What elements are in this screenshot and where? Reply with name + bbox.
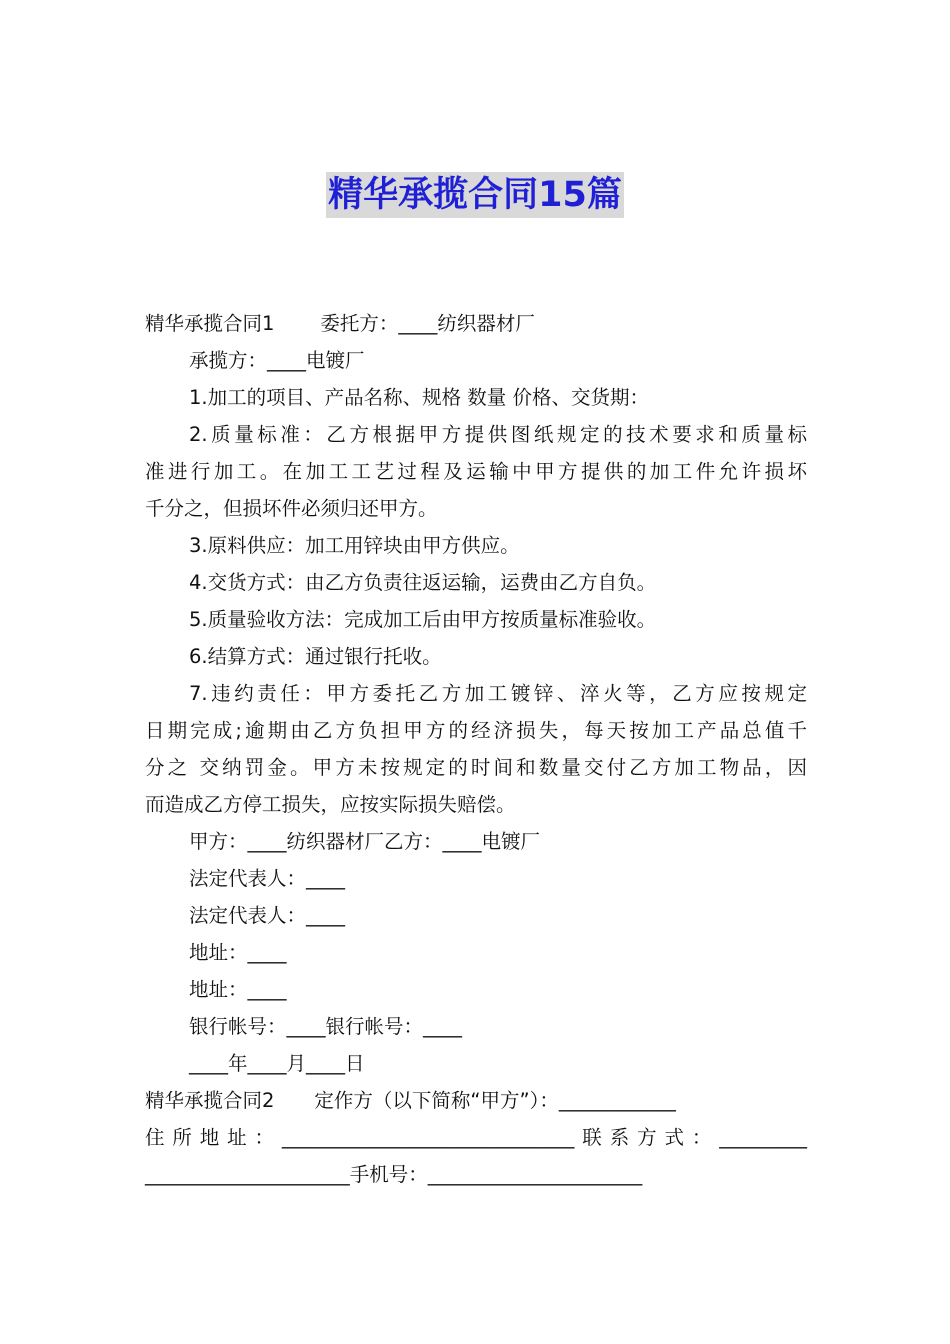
document-body (145, 305, 807, 1193)
contract1-item1: 1.加工的项目、产品名称、规格 数量 价格、交货期： (189, 386, 650, 409)
contract1-legal-rep-b: 法定代表人：____ (189, 904, 346, 927)
contract2-maker: 定作方（以下简称“甲方”）：____________ (314, 1089, 676, 1112)
contract2-phone-line: _____________________手机号：______________________ (145, 1163, 643, 1186)
contract1-bank-accounts: 银行帐号：____银行帐号：____ (189, 1015, 463, 1038)
contract1-item6: 6.结算方式：通过银行托收。 (189, 645, 442, 668)
contract1-item7-line1: 7.违约责任：甲方委托乙方加工镀锌、淬火等，乙方应按规定 (189, 682, 807, 705)
contract1-item7-line4: 而造成乙方停工损失，应按实际损失赔偿。 (145, 793, 516, 816)
contract1-contractor: 承揽方：____电镀厂 (189, 349, 365, 372)
contract1-parties: 甲方：____纺织器材厂乙方：____电镀厂 (189, 830, 541, 853)
contract1-item2-line1: 2.质量标准：乙方根据甲方提供图纸规定的技术要求和质量标 (189, 423, 807, 446)
contract2-heading: 精华承揽合同2 (145, 1089, 275, 1112)
contract1-item7-line2: 日期完成;逾期由乙方负担甲方的经济损失，每天按加工产品总值千 (145, 719, 807, 742)
contract1-item3: 3.原料供应：加工用锌块由甲方供应。 (189, 534, 520, 557)
document-title-wrap (0, 172, 950, 218)
contract1-address-a: 地址：____ (189, 941, 287, 964)
contract1-item2-line2: 准进行加工。在加工工艺过程及运输中甲方提供的加工件允许损坏 (145, 460, 807, 483)
document-title: 精华承揽合同15篇 (326, 172, 624, 218)
contract1-client: 委托方：____纺织器材厂 (320, 312, 535, 335)
contract1-item4: 4.交货方式：由乙方负责往返运输，运费由乙方自负。 (189, 571, 657, 594)
contract2-address-line: 住所地址：______________________________联系方式：_________ (145, 1126, 807, 1149)
contract1-heading: 精华承揽合同1 (145, 312, 275, 335)
contract1-date: ____年____月____日 (189, 1052, 365, 1075)
contract1-heading-line (145, 305, 807, 342)
contract1-address-b: 地址：____ (189, 978, 287, 1001)
contract1-item2-line3: 千分之，但损坏件必须归还甲方。 (145, 497, 438, 520)
contract2-heading-line (145, 1082, 807, 1119)
contract1-item5: 5.质量验收方法：完成加工后由甲方按质量标准验收。 (189, 608, 657, 631)
contract1-item7-line3: 分之 交纳罚金。甲方未按规定的时间和数量交付乙方加工物品，因 (145, 756, 807, 779)
contract1-legal-rep-a: 法定代表人：____ (189, 867, 346, 890)
